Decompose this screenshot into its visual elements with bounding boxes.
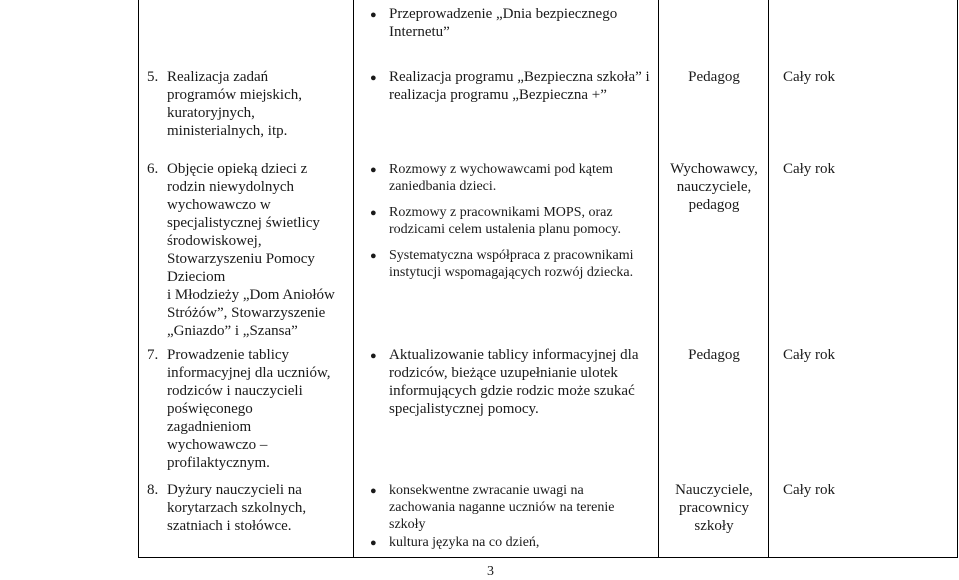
action-item: ● kultura języka na co dzień, (370, 535, 540, 550)
bullet-icon: ● (370, 207, 377, 219)
page-number: 3 (487, 564, 494, 579)
row-8-responsible: Nauczyciele, pracownicy szkoły (675, 482, 753, 534)
row-7-term: Cały rok (782, 347, 836, 363)
row-7-responsible: Pedagog (688, 347, 740, 363)
row-6-responsible: Wychowawcy, nauczyciele, pedagog (670, 161, 758, 213)
bullet-icon: ● (370, 537, 377, 549)
row-5-actions (368, 68, 656, 104)
row-8-term: Cały rok (782, 482, 836, 498)
row-6-actions (368, 161, 656, 281)
action-item: ● Przeprowadzenie „Dnia bezpiecznego Internetu” (370, 6, 618, 40)
action-item: ● Systematyczna współpraca z pracownikami instytucji wspomagających rozwój dziecka. (370, 248, 634, 280)
table-border-bottom (138, 557, 958, 558)
row-6-term: Cały rok (782, 161, 836, 177)
bullet-icon: ● (370, 485, 377, 497)
action-item: ● konsekwentne zwracanie uwagi na zachowania naganne uczniów na terenie szkoły (370, 483, 615, 532)
action-item: ● Realizacja programu „Bezpieczna szkoła” i realizacja programu „Bezpieczna +” (370, 69, 650, 103)
row-7-actions (368, 346, 656, 418)
bullet-icon: ● (370, 250, 377, 262)
action-item: ● Rozmowy z wychowawcami pod kątem zaniedbania dzieci. (370, 162, 613, 194)
table-border-left (138, 0, 139, 558)
action-item: ● Aktualizowanie tablicy informacyjnej dla rodziców, bieżące uzupełnianie ulotek informujących gdzie rodzic może szukać specjalistycznej pomocy. (370, 347, 639, 417)
task-5: 5. Realizacja zadań programów miejskich, kuratoryjnych, ministerialnych, itp. (147, 69, 302, 139)
task-7: 7. Prowadzenie tablicy informacyjnej dla uczniów, rodziców i nauczycieli poświęconego zagadnieniom wychowawczo – profilaktycznym. (147, 347, 331, 471)
bullet-icon: ● (370, 164, 377, 176)
bullet-icon: ● (370, 72, 377, 84)
row-0-actions (368, 5, 656, 41)
row-5-responsible: Pedagog (688, 69, 740, 85)
bullet-icon: ● (370, 350, 377, 362)
table-divider-1 (353, 0, 354, 558)
action-item: ● Rozmowy z pracownikami MOPS, oraz rodzicami celem ustalenia planu pomocy. (370, 205, 621, 237)
row-8-actions (368, 482, 656, 551)
row-5-term: Cały rok (782, 69, 836, 85)
table-border-right (957, 0, 958, 558)
task-8: 8. Dyżury nauczycieli na korytarzach szkolnych, szatniach i stołówce. (147, 482, 307, 534)
bullet-icon: ● (370, 9, 377, 21)
task-6: 6. Objęcie opieką dzieci z rodzin niewydolnych wychowawczo w specjalistycznej świetlicy środowiskowej, Stowarzyszeniu Pomocy Dzieciom i Młodzieży „Dom Aniołów Stróżów”, Stowarzyszenie „Gniazdo” i „Szansa” (147, 161, 335, 339)
